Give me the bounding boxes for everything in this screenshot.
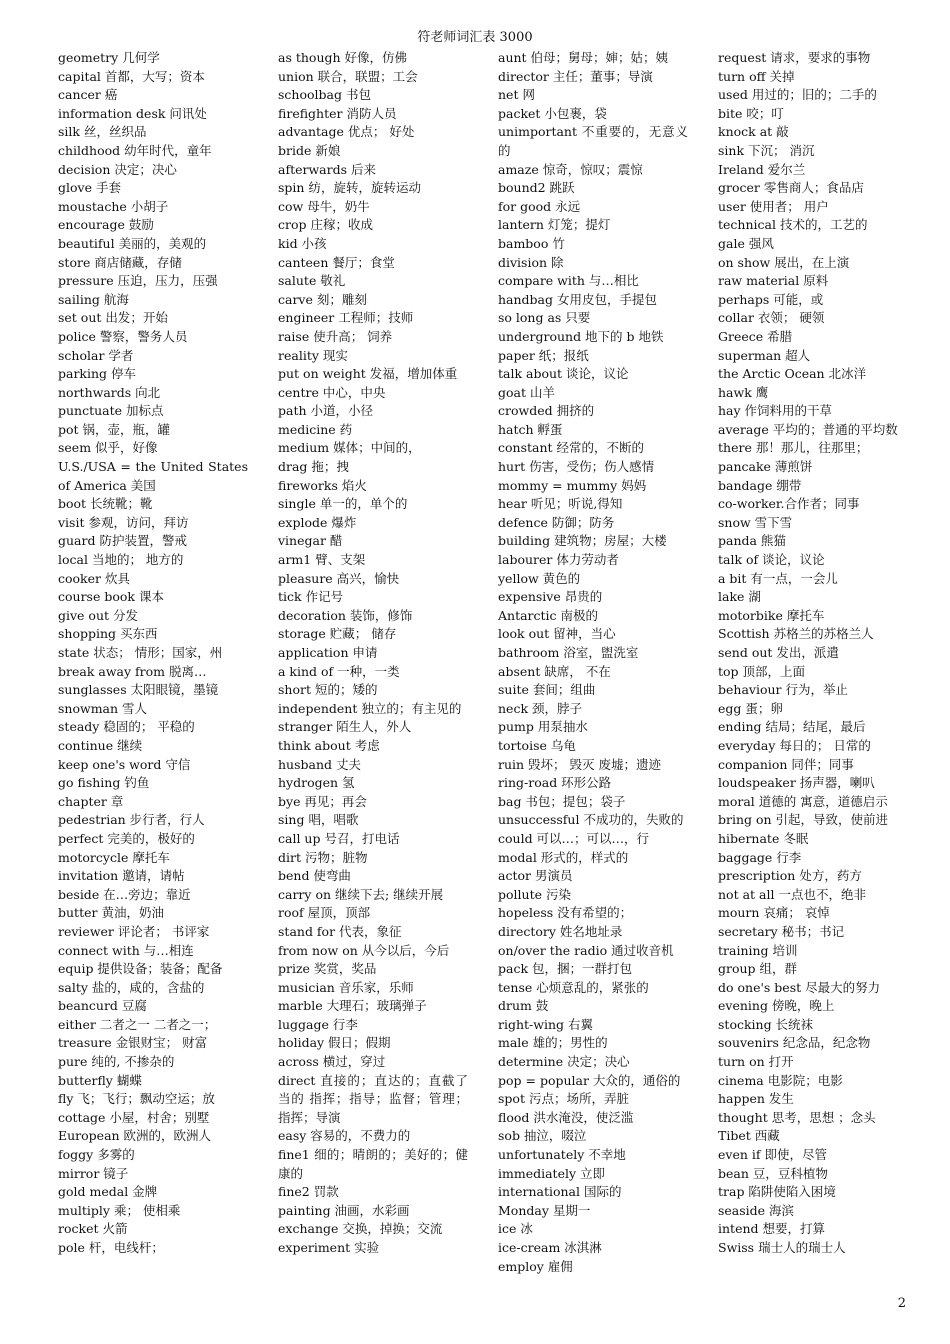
page-number-value: 2 xyxy=(897,1296,906,1311)
vocab-entry: painting 油画，水彩画 xyxy=(278,1202,410,1218)
vocab-entry: packet 小包裹，袋 xyxy=(498,105,607,121)
vocab-entry: explode 爆炸 xyxy=(278,514,357,530)
vocab-entry: schoolbag 书包 xyxy=(278,87,371,103)
vocab-entry: exchange 交换，掉换；交流 xyxy=(278,1221,443,1237)
vocab-entry: gale 强风 xyxy=(718,235,774,251)
vocab-entry: aunt 伯母；舅母；婶；姑；姨 xyxy=(498,50,669,65)
vocab-entry: ring-road 环形公路 xyxy=(498,775,612,791)
vocab-entry: Antarctic 南极的 xyxy=(498,607,599,623)
vocab-entry: snow 雪下雪 xyxy=(718,514,793,530)
vocab-entry: intend 想要，打算 xyxy=(718,1221,825,1237)
vocab-entry: fine2 罚款 xyxy=(278,1184,339,1200)
vocab-entry: even if 即使，尽管 xyxy=(718,1147,827,1163)
vocab-entry: Swiss 瑞士人的瑞士人 xyxy=(718,1240,846,1255)
vocab-entry: lantern 灯笼；提灯 xyxy=(498,217,611,233)
vocab-entry: shopping 买东西 xyxy=(58,626,158,642)
vocab-entry: prescription 处方，药方 xyxy=(718,868,862,884)
vocab-entry: centre 中心，中央 xyxy=(278,384,386,400)
vocab-entry: prize 奖赏，奖品 xyxy=(278,961,377,977)
vocab-entry: as though 好像，仿佛 xyxy=(278,50,408,65)
vocab-entry: request 请求，要求的事物 xyxy=(718,50,871,65)
vocab-entry: defence 防御；防务 xyxy=(498,514,615,530)
vocab-entry: invitation 邀请，请帖 xyxy=(58,868,185,884)
vocab-entry: unfortunately 不幸地 xyxy=(498,1147,626,1163)
vocab-entry: average 平均的；普通的平均数 xyxy=(718,421,898,437)
vocab-entry: fly 飞；飞行；飘动空运；放 xyxy=(58,1091,215,1107)
vocab-entry: sunglasses 太阳眼镜，墨镜 xyxy=(58,682,219,698)
vocab-entry: talk of 谈论，议论 xyxy=(718,552,825,568)
vocab-entry: director 主任；董事；导演 xyxy=(498,68,653,84)
vocab-entry: independent 独立的；有主见的 xyxy=(278,700,462,716)
vocab-entry: happen 发生 xyxy=(718,1091,794,1107)
vocab-entry: moustache 小胡子 xyxy=(58,198,169,214)
vocab-entry: firefighter 消防人员 xyxy=(278,105,397,121)
vocab-entry: paper 纸；报纸 xyxy=(498,347,589,363)
vocab-entry: hawk 鹰 xyxy=(718,384,769,400)
vocab-entry: yellow 黄色的 xyxy=(498,570,581,586)
vocab-entry: grocer 零售商人；食品店 xyxy=(718,180,864,196)
vocab-entry: think about 考虑 xyxy=(278,737,380,753)
vocab-entry: loudspeaker 扬声器，喇叭 xyxy=(718,775,875,791)
vocab-entry: there 那！那儿，往那里； xyxy=(718,440,869,456)
vocab-entry: bite 咬；叮 xyxy=(718,105,784,121)
vocab-entry: easy 容易的，不费力的 xyxy=(278,1128,411,1144)
vocab-entry: tick 作记号 xyxy=(278,589,344,605)
vocab-entry: unimportant 不重要的，无意义的 xyxy=(498,124,688,158)
vocab-entry: sing 唱，唱歌 xyxy=(278,812,359,828)
vocab-entry: so long as 只要 xyxy=(498,310,591,326)
vocab-entry: scholar 学者 xyxy=(58,347,134,363)
vocab-entry: short 短的；矮的 xyxy=(278,682,378,698)
vocab-entry: expensive 昂贵的 xyxy=(498,589,603,605)
vocab-entry: bring on 引起，导致，使前进 xyxy=(718,812,889,828)
vocab-entry: everyday 每日的； 日常的 xyxy=(718,737,871,753)
vocab-entry: hear 听见；听说,得知 xyxy=(498,496,623,512)
vocab-entry: arm1 臂、支架 xyxy=(278,552,366,568)
vocab-entry: seaside 海滨 xyxy=(718,1202,795,1218)
vocab-entry: European 欧洲的，欧洲人 xyxy=(58,1128,212,1144)
vocab-entry: afterwards 后来 xyxy=(278,161,376,177)
vocab-entry: not at all 一点也不，绝非 xyxy=(718,886,866,902)
vocab-entry: decoration 装饰，修饰 xyxy=(278,607,413,623)
vocab-entry: state 状态； 情形；国家，州 xyxy=(58,645,223,660)
vocab-entry: group 组，群 xyxy=(718,961,798,977)
vocab-entry: crowded 拥挤的 xyxy=(498,403,595,419)
vocab-entry: single 单一的，单个的 xyxy=(278,496,408,512)
vocab-entry: egg 蛋；卵 xyxy=(718,700,783,716)
vocab-entry: dirt 污物；脏物 xyxy=(278,849,368,865)
vocab-entry: multiply 乘； 使相乘 xyxy=(58,1202,181,1218)
vocab-entry: building 建筑物；房屋；大楼 xyxy=(498,533,667,549)
vocab-entry: bandage 绷带 xyxy=(718,477,802,493)
vocabulary-columns xyxy=(0,49,950,1274)
vocab-entry: a bit 有一点，一会儿 xyxy=(718,570,838,586)
vocab-entry: bound2 跳跃 xyxy=(498,180,575,196)
vocab-entry: sink 下沉； 消沉 xyxy=(718,142,815,158)
vocab-entry: Greece 希腊 xyxy=(718,328,793,344)
vocab-entry: on show 展出，在上演 xyxy=(718,254,850,270)
vocab-entry: directory 姓名地址录 xyxy=(498,923,623,939)
vocab-entry: childhood 幼年时代，童年 xyxy=(58,142,212,158)
vocab-entry: companion 同伴；同事 xyxy=(718,756,854,772)
vocab-entry: kid 小孩 xyxy=(278,235,327,251)
vocab-entry: talk about 谈论，议论 xyxy=(498,366,629,382)
vocab-entry: do one's best 尽最大的努力 xyxy=(718,979,881,995)
vocab-entry: local 当地的； 地方的 xyxy=(58,552,184,568)
vocab-entry: snowman 雪人 xyxy=(58,700,148,716)
vocab-entry: bride 新娘 xyxy=(278,142,341,158)
vocab-entry: cottage 小屋，村舍；别墅 xyxy=(58,1109,210,1125)
vocab-entry: user 使用者； 用户 xyxy=(718,198,829,214)
vocab-entry: medicine 药 xyxy=(278,421,353,437)
vocab-entry: decision 决定；决心 xyxy=(58,161,177,177)
vocabulary-column-2 xyxy=(278,49,468,1258)
vocab-entry: steady 稳固的； 平稳的 xyxy=(58,719,195,735)
vocab-entry: for good 永远 xyxy=(498,198,581,214)
vocab-entry: pollute 污染 xyxy=(498,886,571,902)
vocab-entry: beancurd 豆腐 xyxy=(58,998,147,1014)
vocab-entry: thought 思考，思想 ；念头 xyxy=(718,1109,876,1125)
vocab-entry: boot 长统靴；靴 xyxy=(58,496,153,512)
vocab-entry: Tibet 西藏 xyxy=(718,1128,780,1144)
vocab-entry: beside 在…旁边；靠近 xyxy=(58,886,191,902)
vocab-entry: northwards 向北 xyxy=(58,384,161,400)
vocab-entry: constant 经常的，不断的 xyxy=(498,440,645,456)
vocab-entry: division 除 xyxy=(498,254,564,270)
vocab-entry: tortoise 乌龟 xyxy=(498,737,576,753)
vocab-entry: raise 使升高； 饲养 xyxy=(278,328,393,344)
vocab-entry: police 警察，警务人员 xyxy=(58,328,188,344)
vocab-entry: musician 音乐家，乐师 xyxy=(278,979,414,995)
vocab-entry: butterfly 蝴蝶 xyxy=(58,1072,142,1088)
vocab-entry: motorbike 摩托车 xyxy=(718,607,825,623)
vocab-entry: give out 分发 xyxy=(58,607,139,623)
vocabulary-column-4 xyxy=(718,49,908,1258)
vocab-entry: behaviour 行为，举止 xyxy=(718,682,848,698)
vocab-entry: on/over the radio 通过收音机 xyxy=(498,942,674,958)
vocab-entry: knock at 敲 xyxy=(718,124,789,140)
vocab-entry: actor 男演员 xyxy=(498,868,573,884)
vocab-entry: parking 停车 xyxy=(58,366,137,382)
vocab-entry: hatch 孵蛋 xyxy=(498,421,563,437)
vocab-entry: pole 杆，电线杆； xyxy=(58,1240,164,1255)
vocab-entry: bean 豆，豆科植物 xyxy=(718,1165,828,1181)
vocab-entry: hay 作饲料用的干草 xyxy=(718,403,833,419)
vocab-entry: roof 屋顶，顶部 xyxy=(278,905,371,921)
vocab-entry: absent 缺席， 不在 xyxy=(498,663,611,679)
vocab-entry: luggage 行李 xyxy=(278,1016,358,1032)
vocab-entry: co-worker.合作者；同事 xyxy=(718,496,860,512)
vocab-entry: pack 包，捆；一群打包 xyxy=(498,961,633,977)
vocab-entry: the Arctic Ocean 北冰洋 xyxy=(718,366,867,382)
vocab-entry: tense 心烦意乱的，紧张的 xyxy=(498,979,649,995)
vocab-entry: reality 现实 xyxy=(278,347,348,363)
vocab-entry: male 雄的；男性的 xyxy=(498,1035,608,1051)
vocab-entry: bamboo 竹 xyxy=(498,235,565,251)
page-header xyxy=(0,30,950,46)
vocab-entry: hopeless 没有希望的； xyxy=(498,905,633,921)
vocab-entry: carry on 继续下去; 继续开展 xyxy=(278,886,444,902)
vocab-entry: neck 颈，脖子 xyxy=(498,700,582,716)
vocab-entry: silk 丝，丝织品 xyxy=(58,124,147,140)
page-number xyxy=(898,1296,906,1312)
vocab-entry: carve 刻；雕刻 xyxy=(278,291,367,307)
vocab-entry: capital 首都，大写；资本 xyxy=(58,68,205,84)
vocab-entry: souvenirs 纪念品，纪念物 xyxy=(718,1035,871,1051)
vocab-entry: panda 熊猫 xyxy=(718,533,786,549)
vocab-entry: gold medal 金牌 xyxy=(58,1184,158,1200)
vocab-entry: course book 课本 xyxy=(58,589,164,605)
vocab-entry: stocking 长统袜 xyxy=(718,1016,814,1032)
page-title: 符老师词汇表 3000 xyxy=(417,30,533,45)
vocab-entry: stranger 陌生人，外人 xyxy=(278,719,412,735)
vocab-entry: top 顶部，上面 xyxy=(718,663,806,679)
vocab-entry: modal 形式的，样式的 xyxy=(498,849,629,865)
vocab-entry: bend 使弯曲 xyxy=(278,868,351,884)
vocab-entry: stand for 代表，象征 xyxy=(278,923,402,939)
vocab-entry: glove 手套 xyxy=(58,180,121,196)
vocab-entry: labourer 体力劳动者 xyxy=(498,552,619,568)
vocab-entry: ruin 毁坏； 毁灭 废墟；遗迹 xyxy=(498,756,661,772)
vocab-entry: fireworks 焰火 xyxy=(278,477,367,493)
vocab-entry: secretary 秘书；书记 xyxy=(718,923,845,939)
vocab-entry: bye 再见；再会 xyxy=(278,793,367,809)
vocab-entry: trap 陷阱使陷入困境 xyxy=(718,1184,836,1200)
vocab-entry: crop 庄稼；收成 xyxy=(278,217,373,233)
vocab-entry: spot 污点；场所，弄脏 xyxy=(498,1091,629,1107)
vocab-entry: raw material 原料 xyxy=(718,273,829,289)
vocab-entry: international 国际的 xyxy=(498,1184,622,1200)
vocab-entry: employ 雇佣 xyxy=(498,1258,573,1274)
vocabulary-column-1 xyxy=(58,49,248,1258)
vocab-entry: bathroom 浴室，盥洗室 xyxy=(498,645,639,660)
vocab-entry: underground 地下的 b 地铁 xyxy=(498,328,664,344)
vocab-entry: moral 道德的 寓意，道德启示 xyxy=(718,793,888,809)
vocab-entry: spin 纺，旋转，旋转运动 xyxy=(278,180,421,196)
vocab-entry: suite 套间；组曲 xyxy=(498,682,596,698)
vocab-entry: cancer 癌 xyxy=(58,87,118,103)
vocab-entry: salute 敬礼 xyxy=(278,273,346,289)
vocab-entry: pressure 压迫，压力，压强 xyxy=(58,273,218,289)
vocab-entry: husband 丈夫 xyxy=(278,756,361,772)
vocab-entry: right-wing 右翼 xyxy=(498,1016,593,1032)
vocab-entry: perfect 完美的，极好的 xyxy=(58,830,195,846)
vocab-entry: pleasure 高兴，愉快 xyxy=(278,570,400,586)
vocab-entry: turn off 关掉 xyxy=(718,68,795,84)
vocab-entry: encourage 鼓励 xyxy=(58,217,154,233)
vocab-entry: call up 号召，打电话 xyxy=(278,830,400,846)
vocab-entry: collar 衣领； 硬领 xyxy=(718,310,825,326)
vocab-entry: storage 贮藏； 储存 xyxy=(278,626,397,642)
vocab-entry: a kind of 一种，一类 xyxy=(278,663,400,679)
vocab-entry: hibernate 冬眠 xyxy=(718,830,809,846)
vocab-entry: could 可以…；可以…，行 xyxy=(498,830,650,846)
vocab-entry: turn on 打开 xyxy=(718,1054,794,1070)
vocab-entry: amaze 惊奇，惊叹；震惊 xyxy=(498,161,643,177)
vocab-entry: advantage 优点； 好处 xyxy=(278,124,415,140)
vocab-entry: drum 鼓 xyxy=(498,998,549,1014)
vocab-entry: goat 山羊 xyxy=(498,384,555,400)
vocab-entry: used 用过的；旧的；二手的 xyxy=(718,87,877,103)
vocab-entry: unsuccessful 不成功的，失败的 xyxy=(498,812,684,828)
vocab-entry: ice 冰 xyxy=(498,1221,533,1237)
vocab-entry: send out 发出，派遣 xyxy=(718,645,839,660)
vocab-entry: set out 出发；开始 xyxy=(58,310,168,326)
vocab-entry: training 培训 xyxy=(718,942,798,958)
vocab-entry: direct 直接的；直达的；直截了当的 指挥；指导；监督；管理；指挥；导演 xyxy=(278,1072,468,1125)
vocab-entry: guard 防护装置，警戒 xyxy=(58,533,187,549)
vocab-entry: perhaps 可能，或 xyxy=(718,291,824,307)
vocab-entry: bag 书包；提包；袋子 xyxy=(498,793,626,809)
vocab-entry: rocket 火箭 xyxy=(58,1221,128,1237)
vocab-entry: vinegar 醋 xyxy=(278,533,343,549)
vocab-entry: baggage 行李 xyxy=(718,849,802,865)
vocab-entry: sob 抽泣，啜泣 xyxy=(498,1128,587,1144)
vocab-entry: mirror 镜子 xyxy=(58,1165,129,1181)
vocab-entry: Ireland 爱尔兰 xyxy=(718,161,806,177)
vocab-entry: chapter 章 xyxy=(58,793,124,809)
vocab-entry: U.S./USA = the United States of America 美国 xyxy=(58,459,248,493)
vocab-entry: handbag 女用皮包，手提包 xyxy=(498,291,657,307)
vocab-entry: ending 结局；结尾，最后 xyxy=(718,719,866,735)
vocab-entry: hydrogen 氢 xyxy=(278,775,355,791)
vocab-entry: evening 傍晚，晚上 xyxy=(718,998,835,1014)
vocab-entry: treasure 金银财宝； 财富 xyxy=(58,1035,208,1051)
vocab-entry: break away from 脱离… xyxy=(58,663,207,679)
vocab-entry: net 网 xyxy=(498,87,535,103)
vocab-entry: put on weight 发福，增加体重 xyxy=(278,366,458,382)
vocab-entry: pancake 薄煎饼 xyxy=(718,459,813,475)
vocab-entry: path 小道，小径 xyxy=(278,403,374,419)
vocab-entry: holiday 假日；假期 xyxy=(278,1035,391,1051)
vocab-entry: superman 超人 xyxy=(718,347,811,363)
vocab-entry: fine1 细的；晴朗的；美好的；健康的 xyxy=(278,1147,468,1181)
vocab-entry: determine 决定；决心 xyxy=(498,1054,630,1070)
vocab-entry: canteen 餐厅；食堂 xyxy=(278,254,395,270)
vocab-entry: look out 留神，当心 xyxy=(498,626,616,642)
vocab-entry: pedestrian 步行者，行人 xyxy=(58,812,205,828)
vocab-entry: application 申请 xyxy=(278,645,378,660)
vocab-entry: flood 洪水淹没，使泛滥 xyxy=(498,1109,634,1125)
vocab-entry: pump 用泵抽水 xyxy=(498,719,588,735)
vocab-entry: salty 盐的，咸的，含盐的 xyxy=(58,979,205,995)
vocab-entry: mourn 哀痛； 哀悼 xyxy=(718,905,830,921)
vocab-entry: pop = popular 大众的，通俗的 xyxy=(498,1072,681,1088)
vocab-entry: visit 参观，访问，拜访 xyxy=(58,514,189,530)
vocab-entry: cow 母牛，奶牛 xyxy=(278,198,370,214)
vocab-entry: cooker 炊具 xyxy=(58,570,130,586)
vocab-entry: drag 拖；拽 xyxy=(278,459,349,475)
vocab-entry: seem 似乎，好像 xyxy=(58,440,158,456)
vocab-entry: connect with 与…相连 xyxy=(58,942,194,958)
vocab-entry: marble 大理石；玻璃弹子 xyxy=(278,998,427,1014)
vocab-entry: cinema 电影院；电影 xyxy=(718,1072,843,1088)
vocab-entry: foggy 多雾的 xyxy=(58,1147,135,1163)
vocab-entry: continue 继续 xyxy=(58,737,143,753)
vocab-entry: from now on 从今以后，今后 xyxy=(278,942,450,958)
vocab-entry: across 横过，穿过 xyxy=(278,1054,386,1070)
vocab-entry: sailing 航海 xyxy=(58,291,129,307)
vocab-entry: technical 技术的，工艺的 xyxy=(718,217,868,233)
vocab-entry: hurt 伤害，受伤；伤人感情 xyxy=(498,459,655,475)
vocab-entry: keep one's word 守信 xyxy=(58,756,191,772)
vocab-entry: experiment 实验 xyxy=(278,1240,380,1255)
vocab-entry: store 商店储藏，存储 xyxy=(58,254,182,270)
vocab-entry: reviewer 评论者； 书评家 xyxy=(58,923,210,939)
vocab-entry: medium 媒体；中间的， xyxy=(278,440,421,456)
vocab-entry: butter 黄油，奶油 xyxy=(58,905,164,921)
vocab-entry: punctuate 加标点 xyxy=(58,403,164,419)
vocab-entry: pure 纯的, 不掺杂的 xyxy=(58,1054,175,1070)
vocab-entry: mommy = mummy 妈妈 xyxy=(498,477,647,493)
vocabulary-column-3 xyxy=(498,49,688,1276)
vocab-entry: equip 提供设备；装备；配备 xyxy=(58,961,223,977)
vocab-entry: Monday 星期一 xyxy=(498,1202,591,1218)
vocab-entry: pot 锅，壶，瓶，罐 xyxy=(58,421,171,437)
vocab-entry: geometry 几何学 xyxy=(58,50,160,65)
vocab-entry: beautiful 美丽的，美观的 xyxy=(58,235,207,251)
vocab-entry: Scottish 苏格兰的苏格兰人 xyxy=(718,626,874,642)
vocab-entry: go fishing 钓鱼 xyxy=(58,775,150,791)
vocab-entry: either 二者之一 二者之一； xyxy=(58,1016,217,1032)
vocab-entry: compare with 与…相比 xyxy=(498,273,639,289)
vocab-entry: information desk 问讯处 xyxy=(58,105,207,121)
vocab-entry: lake 湖 xyxy=(718,589,761,605)
vocab-entry: motorcycle 摩托车 xyxy=(58,849,170,865)
vocab-entry: union 联合，联盟；工会 xyxy=(278,68,418,84)
vocab-entry: immediately 立即 xyxy=(498,1165,606,1181)
vocab-entry: engineer 工程师；技师 xyxy=(278,310,414,326)
vocab-entry: ice-cream 冰淇淋 xyxy=(498,1240,602,1255)
